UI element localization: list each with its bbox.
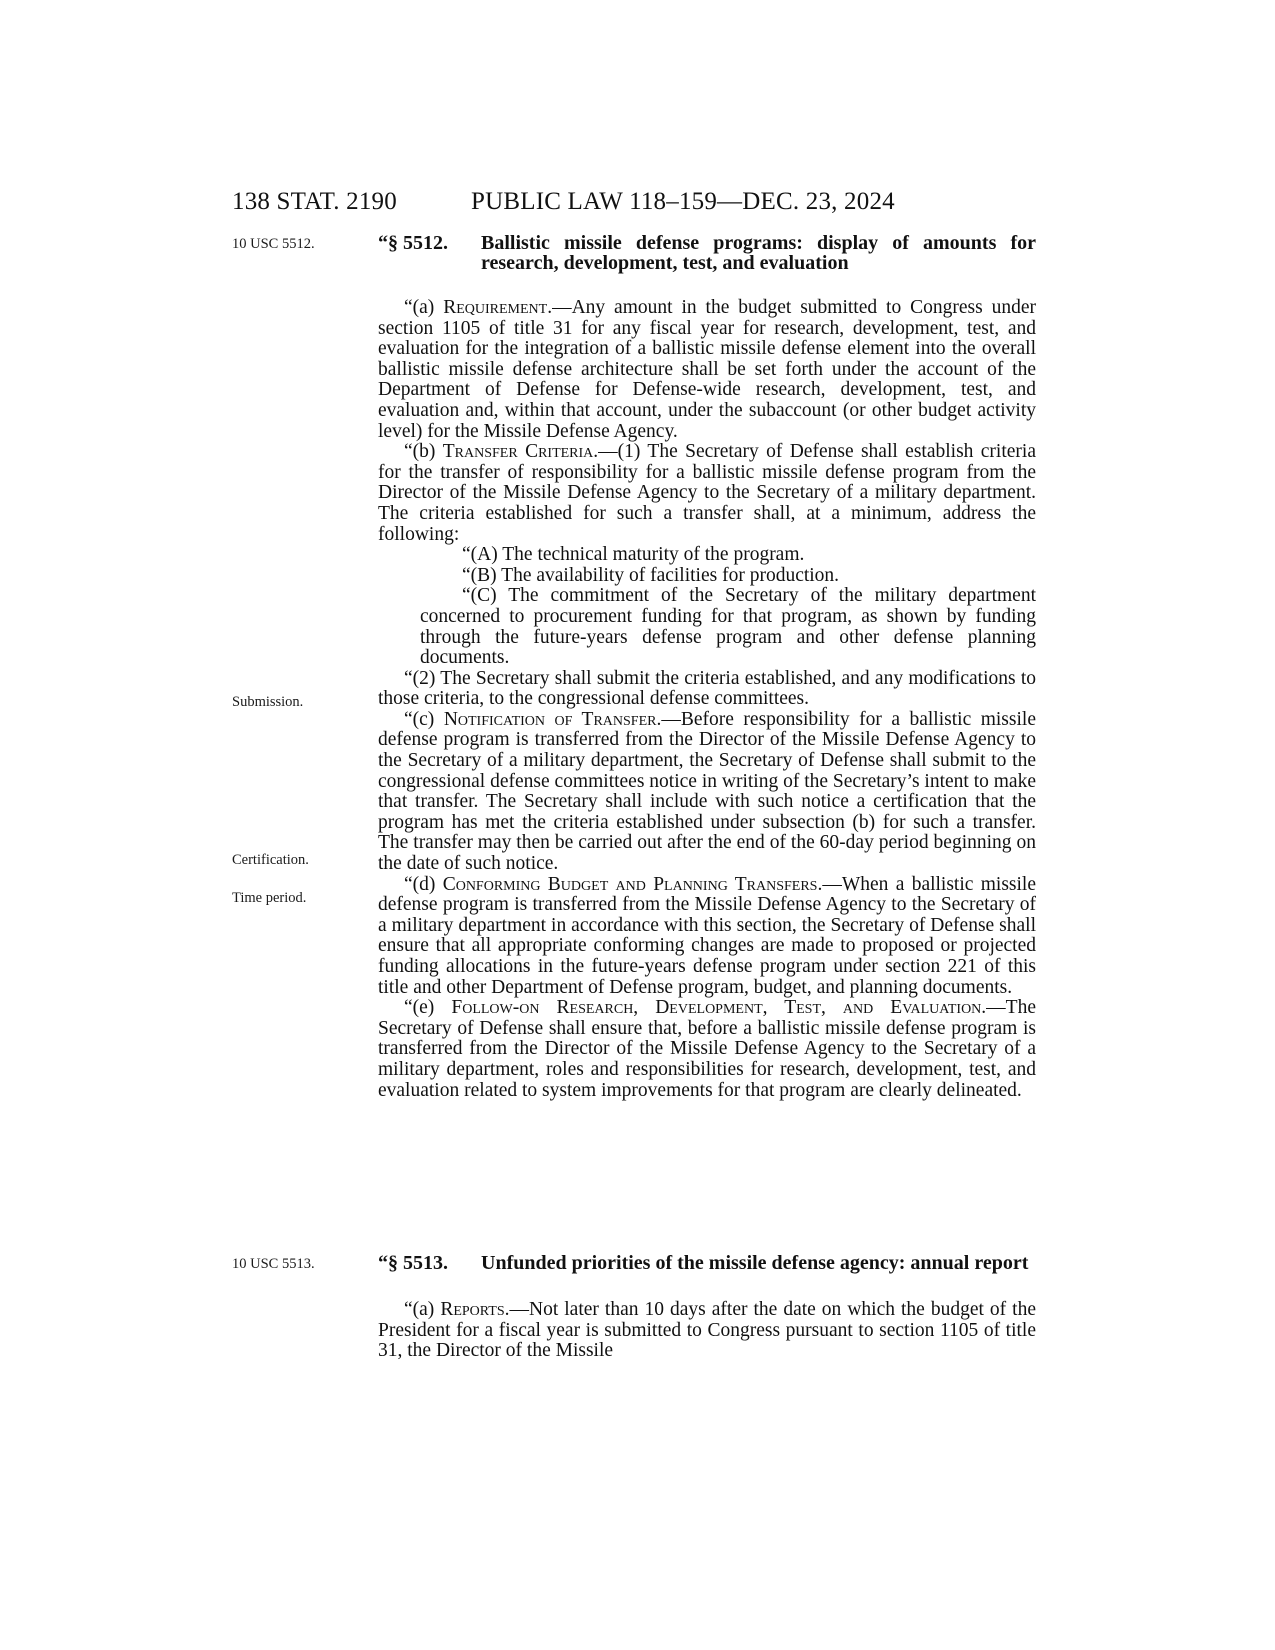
margin-note-certification: Certification. xyxy=(232,852,309,868)
subsection-c: “(c) Notification of Transfer.—Before responsibility for a ballistic missile defense program is transferred from the Director of the Missile Defense Agency to the Secretary of a military department, the Secretary of Defense shall submit to the congressional defense committees notice in writing of the Secretary’s intent to make that transfer. The Secretary shall include with such notice a certification that the program has met the criteria established under subsection (b) for such a transfer. The transfer may then be carried out after the end of the 60-day period beginning on the date of such notice. xyxy=(378,708,1036,875)
subsection-d-caption: Conforming Budget and Planning Transfers. xyxy=(442,873,823,895)
public-law-citation: PUBLIC LAW 118–159—DEC. 23, 2024 xyxy=(471,188,895,215)
section-5512-heading xyxy=(378,233,1036,273)
subsection-d: “(d) Conforming Budget and Planning Transfers.—When a ballistic missile defense program is transferred from the Missile Defense Agency to the Secretary of a military department in accordance with this section, the Secretary of Defense shall ensure that all appropriate conforming changes are made to proposed or projected funding allocations in the future-years defense program under section 221 of this title and other Department of Defense program, budget, and planning documents. xyxy=(378,873,1036,998)
section-5513-heading xyxy=(378,1253,1036,1273)
section-5513-number: “§ 5513. xyxy=(378,1252,448,1274)
section-5513-body xyxy=(378,1300,1036,1362)
margin-note-time-period: Time period. xyxy=(232,890,307,906)
section-5513-subsection-a-caption: Reports. xyxy=(440,1299,510,1320)
subsection-a-caption: Requirement. xyxy=(443,297,553,318)
margin-note-usc-5512: 10 USC 5512. xyxy=(232,236,315,252)
subparagraph-b-C: “(C) The commitment of the Secretary of the military department concerned to procurement funding for that program, as shown by funding through the future-years defense program and other defense planning documents. xyxy=(420,585,1036,669)
section-5512-number: “§ 5512. xyxy=(378,232,448,254)
margin-note-usc-5513: 10 USC 5513. xyxy=(232,1256,315,1272)
section-5512-title: Ballistic missile defense programs: display of amounts for research, development, test, and evaluation xyxy=(481,232,1036,274)
section-5513-subsection-a: “(a) Reports.—Not later than 10 days after the date on which the budget of the President for a fiscal year is submitted to Congress pursuant to section 1105 of title 31, the Director of the Missile xyxy=(378,1299,1036,1362)
subsection-e: “(e) Follow-on Research, Development, Test, and Evaluation.—The Secretary of Defense shall ensure that, before a ballistic missile defense program is transferred from the Director of the Missile Defense Agency to the Secretary of a military department, roles and responsibilities for research, development, test, and evaluation related to system improvements for that program are clearly delineated. xyxy=(378,997,1036,1101)
stat-page-number: 138 STAT. 2190 xyxy=(232,188,397,215)
subsection-a: “(a) Requirement.—Any amount in the budget submitted to Congress under section 1105 of title 31 for any fiscal year for research, development, test, and evaluation for the integration of a ballistic missile defense element into the overall ballistic missile defense architecture shall be set forth under the account of the Department of Defense for Defense-wide research, development, test, and evaluation and, within that account, under the subaccount (or other budget activity level) for the Missile Defense Agency. xyxy=(378,297,1036,442)
subsection-e-caption: Follow-on Research, Development, Test, and Evaluation. xyxy=(451,997,987,1019)
section-5513-title: Unfunded priorities of the missile defense agency: annual report xyxy=(481,1252,1029,1274)
subparagraph-b-B: “(B) The availability of facilities for production. xyxy=(462,564,840,586)
subsection-b-caption: Transfer Criteria. xyxy=(442,441,599,463)
section-5512-body xyxy=(378,298,1036,1101)
subsection-b: “(b) Transfer Criteria.—(1) The Secretary of Defense shall establish criteria for the transfer of responsibility for a ballistic missile defense program from the Director of the Missile Defense Agency to the Secretary of a military department. The criteria established for such a transfer shall, at a minimum, address the following: xyxy=(378,441,1036,545)
subsection-c-caption: Notification of Transfer. xyxy=(443,708,662,730)
margin-note-submission: Submission. xyxy=(232,694,304,710)
subparagraph-b-A: “(A) The technical maturity of the program. xyxy=(462,544,805,566)
page-header xyxy=(0,188,1275,222)
paragraph-b-2: “(2) The Secretary shall submit the criteria established, and any modifications to those criteria, to the congressional defense committees. xyxy=(378,667,1036,710)
